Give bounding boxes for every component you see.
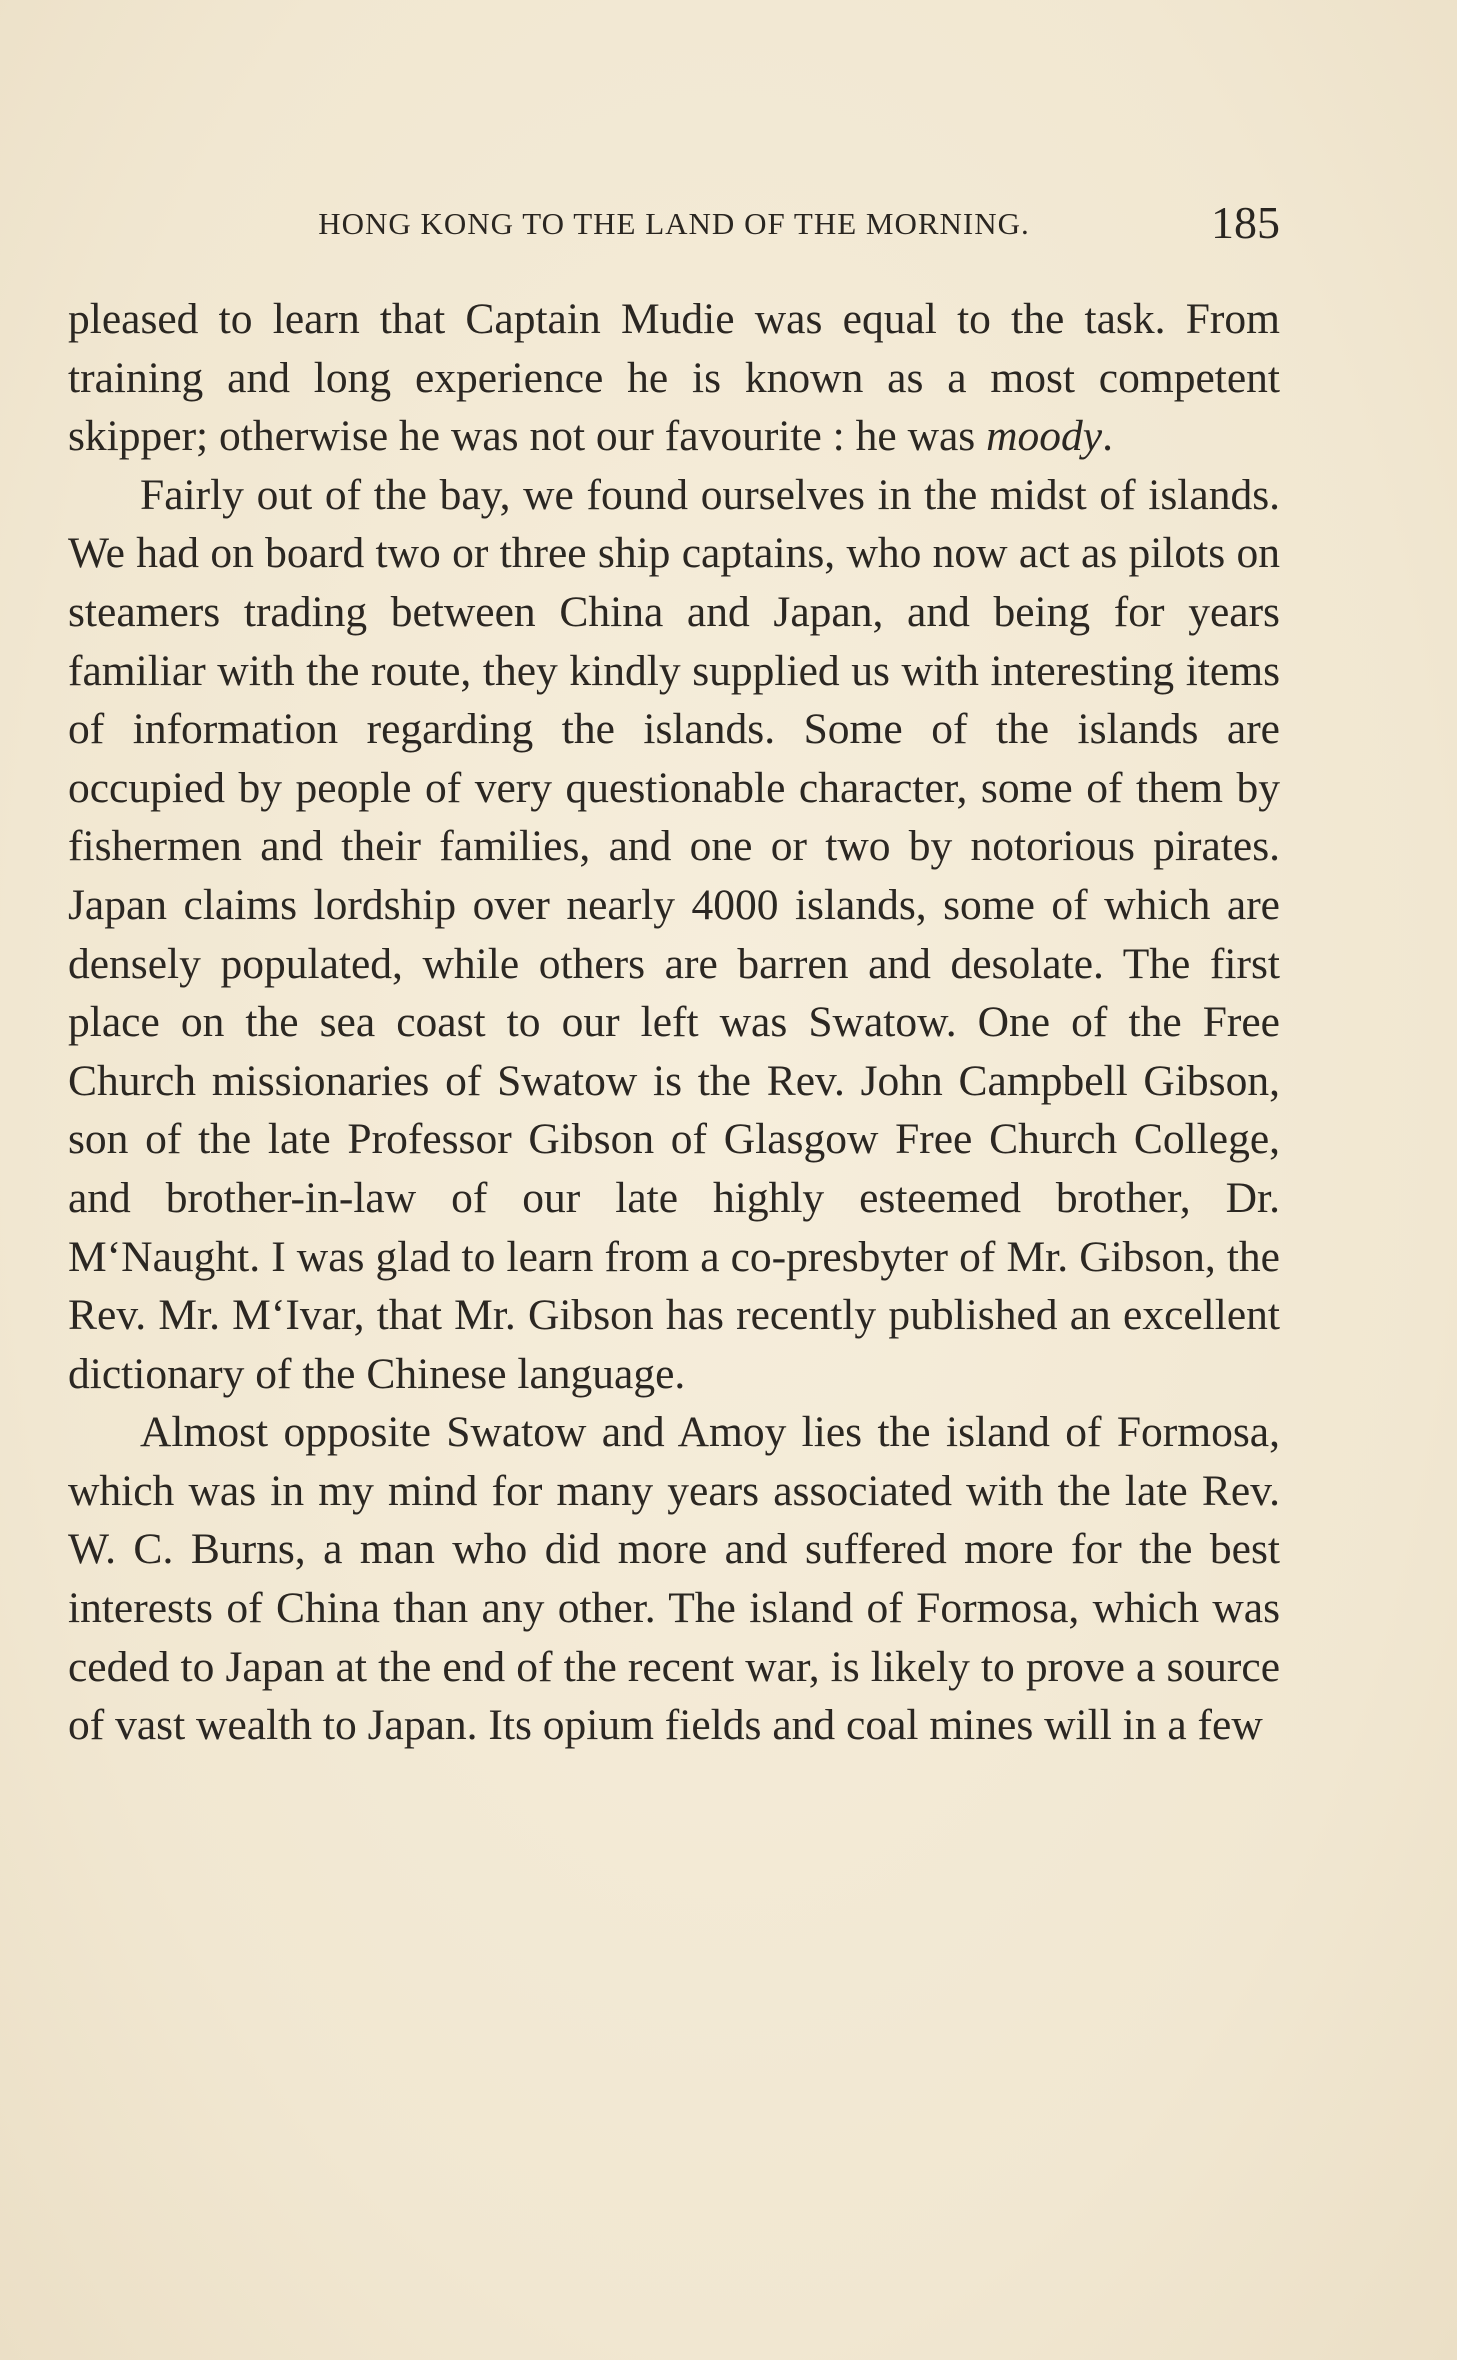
paragraph-1-end: .: [1102, 412, 1113, 461]
running-head: HONG KONG TO THE LAND OF THE MORNING.: [318, 206, 1030, 241]
page-number: 185: [1211, 197, 1280, 248]
body-text: [68, 290, 1280, 1755]
paragraph-3-text: Almost opposite Swatow and Amoy lies the island of Formosa, which was in my mind for many years associated with the late Rev. W. C. Burns, a man who did more and suffered more for the best interests of China than any other. The island of Formosa, which was ceded to Japan at the end of the recent war, is likely to prove a source of vast wealth to Japan. Its opium fields and coal mines will in a few: [68, 1408, 1280, 1750]
paragraph-3: [68, 1403, 1280, 1755]
paragraph-2: [68, 466, 1280, 1404]
paragraph-1: [68, 290, 1280, 466]
paragraph-2-text: Fairly out of the bay, we found ourselves in the midst of islands. We had on board two or three ship captains, who now act as pilots on steamers trading between China and Japan, and being for years familiar with the route, they kindly supplied us with interesting items of information regarding the islands. Some of the islands are occupied by people of very questionable character, some of them by fishermen and their families, and one or two by notorious pirates. Japan claims lordship over nearly 4000 islands, some of which are densely populated, while others are barren and desolate. The first place on the sea coast to our left was Swatow. One of the Free Church missionaries of Swatow is the Rev. John Campbell Gibson, son of the late Professor Gibson of Glasgow Free Church College, and brother-in-law of our late highly esteemed brother, Dr. M‘Naught. I was glad to learn from a co-presbyter of Mr. Gibson, the Rev. Mr. M‘Ivar, that Mr. Gibson has recently published an excellent dictionary of the Chinese language.: [68, 470, 1280, 1398]
paragraph-1-italic: moody: [986, 412, 1103, 461]
page-header: [68, 196, 1280, 256]
paragraph-1-text: pleased to learn that Captain Mudie was equal to the task. From training and long experience he is known as a most competent skipper; otherwise he was not our favourite : he was: [68, 295, 1280, 461]
